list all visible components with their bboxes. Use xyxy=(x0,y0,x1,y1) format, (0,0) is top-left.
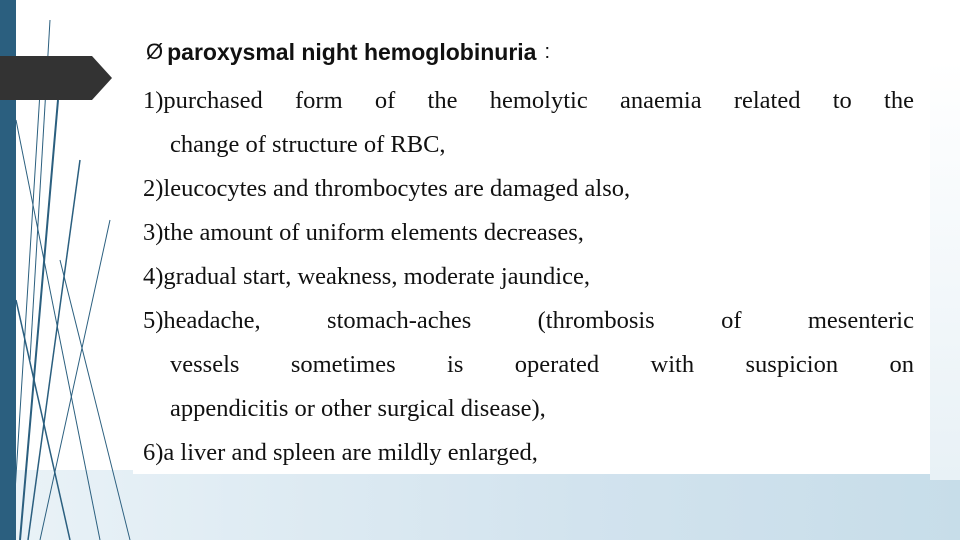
list-item-number: 4) xyxy=(143,263,164,290)
list-item xyxy=(143,79,914,123)
numbered-list xyxy=(143,79,914,475)
deco-line xyxy=(12,60,42,540)
list-item-number: 2) xyxy=(143,175,164,202)
right-background-wash xyxy=(930,60,960,480)
heading-title: paroxysmal night hemoglobinuria xyxy=(167,38,537,65)
list-item-text: headache, stomach-aches (thrombosis of mesenteric xyxy=(163,307,914,334)
list-item xyxy=(143,167,914,211)
list-item-text: a liver and spleen are mildly enlarged, xyxy=(163,439,538,466)
list-item-number: 6) xyxy=(143,439,164,466)
heading-colon: : xyxy=(544,40,551,63)
list-item-continuation: vessels sometimes is operated with suspicion on xyxy=(170,351,914,378)
arrow-tab-icon xyxy=(0,56,112,100)
bottom-background-wash xyxy=(16,470,960,540)
list-item xyxy=(143,255,914,299)
list-item-number: 3) xyxy=(143,219,164,246)
list-item-text: the amount of uniform elements decreases, xyxy=(163,219,584,246)
list-item-number: 1) xyxy=(143,87,164,114)
list-item xyxy=(143,299,914,343)
list-item xyxy=(143,211,914,255)
list-item-text: leucocytes and thrombocytes are damaged also, xyxy=(163,175,631,202)
list-item-continuation: change of structure of RBC, xyxy=(170,131,446,158)
list-item-text: gradual start, weakness, moderate jaundice, xyxy=(163,263,590,290)
slide-heading xyxy=(146,34,926,70)
list-item-number: 5) xyxy=(143,307,164,334)
arrow-bullet-icon: Ø xyxy=(146,39,164,64)
list-item-continuation: appendicitis or other surgical disease), xyxy=(170,395,546,422)
list-item xyxy=(143,431,914,475)
list-item-text: purchased form of the hemolytic anaemia related to the xyxy=(163,87,914,114)
